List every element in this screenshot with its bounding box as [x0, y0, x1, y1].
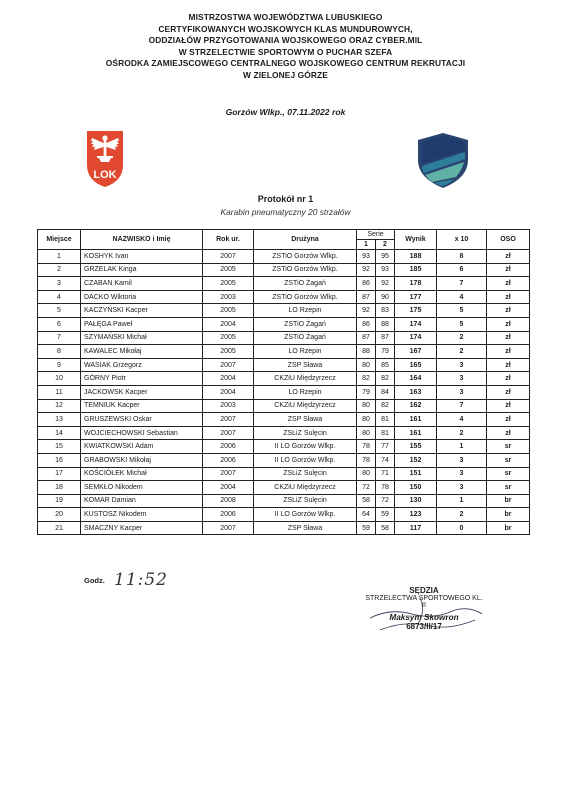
cell-result: 163 [395, 385, 437, 399]
cell-year: 2004 [203, 372, 254, 386]
cell-year: 2005 [203, 304, 254, 318]
cell-year: 2007 [203, 521, 254, 535]
table-row [38, 304, 530, 318]
cell-name: JACKOWSK Kacper [81, 385, 203, 399]
cell-name: KOŚCIÓŁEK Michał [81, 467, 203, 481]
cell-year: 2006 [203, 453, 254, 467]
cell-oso: zł [487, 263, 530, 277]
document-header [0, 12, 571, 81]
cell-result: 150 [395, 481, 437, 495]
table-header-row [38, 230, 530, 240]
table-row [38, 385, 530, 399]
cell-place: 9 [38, 358, 81, 372]
table-row [38, 440, 530, 454]
cell-x10: 3 [437, 372, 487, 386]
table-row [38, 263, 530, 277]
table-row [38, 372, 530, 386]
cell-oso: br [487, 508, 530, 522]
cell-team: LO Rzepin [254, 385, 357, 399]
time-value-handwritten: 11:52 [114, 570, 168, 590]
cell-year: 2007 [203, 358, 254, 372]
cell-team: II LO Gorzów Wlkp. [254, 453, 357, 467]
cell-team: LO Rzepin [254, 304, 357, 318]
cell-oso: zł [487, 250, 530, 264]
table-row [38, 521, 530, 535]
cell-x10: 2 [437, 426, 487, 440]
cell-oso: zł [487, 372, 530, 386]
cell-oso: sr [487, 467, 530, 481]
cell-name: KOMAR Damian [81, 494, 203, 508]
cell-place: 18 [38, 481, 81, 495]
cell-team: CKZiU Międzyrzecz [254, 399, 357, 413]
cell-place: 6 [38, 317, 81, 331]
cell-x10: 3 [437, 385, 487, 399]
header-line: MISTRZOSTWA WOJEWÓDZTWA LUBUSKIEGO [188, 12, 383, 22]
cell-result: 188 [395, 250, 437, 264]
cell-place: 3 [38, 277, 81, 291]
cell-oso: zł [487, 358, 530, 372]
cell-result: 185 [395, 263, 437, 277]
table-row [38, 317, 530, 331]
cell-x10: 6 [437, 263, 487, 277]
cell-x10: 5 [437, 304, 487, 318]
lok-logo-text: LOK [93, 169, 117, 181]
column-header-result: Wynik [395, 230, 437, 250]
cell-series-1: 87 [357, 331, 376, 345]
cell-series-2: 71 [376, 467, 395, 481]
cell-series-2: 83 [376, 304, 395, 318]
column-header-series-1: 1 [357, 240, 376, 250]
place-and-date: Gorzów Wlkp., 07.11.2022 rok [225, 107, 346, 117]
cell-series-1: 80 [357, 358, 376, 372]
column-header-place: Miejsce [38, 230, 81, 250]
cell-result: 178 [395, 277, 437, 291]
cell-team: ZSTiO Żagań [254, 317, 357, 331]
cell-series-1: 78 [357, 453, 376, 467]
cell-place: 17 [38, 467, 81, 481]
cell-series-2: 74 [376, 453, 395, 467]
cell-x10: 2 [437, 345, 487, 359]
cell-series-1: 88 [357, 345, 376, 359]
table-row [38, 467, 530, 481]
cell-x10: 0 [437, 521, 487, 535]
cell-year: 2005 [203, 331, 254, 345]
cell-oso: zł [487, 345, 530, 359]
cell-series-1: 92 [357, 304, 376, 318]
cell-team: ZSP Sława [254, 521, 357, 535]
cell-series-2: 59 [376, 508, 395, 522]
cell-oso: zł [487, 413, 530, 427]
cell-series-2: 81 [376, 413, 395, 427]
cell-x10: 3 [437, 358, 487, 372]
cell-series-2: 72 [376, 494, 395, 508]
cell-team: II LO Gorzów Wlkp. [254, 440, 357, 454]
cell-name: WASIAK Grzegorz [81, 358, 203, 372]
cell-x10: 7 [437, 399, 487, 413]
protocol-subtitle: Karabin pneumatyczny 20 strzałów [220, 207, 351, 217]
cell-place: 2 [38, 263, 81, 277]
cell-team: ZSP Sława [254, 358, 357, 372]
judge-number: 6873/II/17 [406, 622, 442, 631]
cell-team: ZSTiO Żagań [254, 331, 357, 345]
cell-team: ZSTiO Żagań [254, 277, 357, 291]
header-line: W ZIELONEJ GÓRZE [243, 69, 328, 80]
column-header-x10: x 10 [437, 230, 487, 250]
cell-year: 2007 [203, 467, 254, 481]
cell-series-2: 92 [376, 277, 395, 291]
cell-name: KUSTOSZ Nikodem [81, 508, 203, 522]
cell-x10: 2 [437, 331, 487, 345]
cell-result: 152 [395, 453, 437, 467]
table-row [38, 345, 530, 359]
cell-result: 130 [395, 494, 437, 508]
protocol-title: Protokół nr 1 [257, 194, 314, 204]
cell-year: 2005 [203, 263, 254, 277]
cell-place: 14 [38, 426, 81, 440]
cell-result: 167 [395, 345, 437, 359]
cell-year: 2008 [203, 494, 254, 508]
cell-name: KAWALEC Mikołaj [81, 345, 203, 359]
cell-team: ZSTiO Gorzów Wlkp. [254, 290, 357, 304]
cell-series-1: 64 [357, 508, 376, 522]
cell-x10: 7 [437, 277, 487, 291]
header-line: OŚRODKA ZAMIEJSCOWEGO CENTRALNEGO WOJSKOWEGO CENTRUM REKRUTACJI [105, 58, 466, 68]
cell-year: 2004 [203, 317, 254, 331]
table-row [38, 413, 530, 427]
cell-series-2: 78 [376, 481, 395, 495]
cell-year: 2007 [203, 250, 254, 264]
cell-name: GRABOWSKI Mikołaj [81, 453, 203, 467]
cell-x10: 5 [437, 317, 487, 331]
cell-name: GÓRNY Piotr [81, 372, 203, 386]
cell-oso: br [487, 521, 530, 535]
cell-place: 5 [38, 304, 81, 318]
table-row [38, 508, 530, 522]
cell-series-1: 80 [357, 399, 376, 413]
cell-year: 2007 [203, 413, 254, 427]
cell-series-1: 92 [357, 263, 376, 277]
cell-name: CZABAN Kamil [81, 277, 203, 291]
cell-year: 2007 [203, 426, 254, 440]
cell-series-2: 87 [376, 331, 395, 345]
cell-name: SMACZNY Kacper [81, 521, 203, 535]
cell-series-1: 58 [357, 494, 376, 508]
column-header-oso: OSO [487, 230, 530, 250]
cell-result: 177 [395, 290, 437, 304]
cell-result: 162 [395, 399, 437, 413]
column-header-series-2: 2 [376, 240, 395, 250]
cell-year: 2006 [203, 508, 254, 522]
cell-team: LO Rzepin [254, 345, 357, 359]
cell-team: CKZiU Międzyrzecz [254, 481, 357, 495]
cell-series-2: 95 [376, 250, 395, 264]
column-header-year: Rok ur. [203, 230, 254, 250]
cell-series-2: 85 [376, 358, 395, 372]
cell-team: ZSP Sława [254, 413, 357, 427]
cell-name: SZYMAŃSKI Michał [81, 331, 203, 345]
cell-place: 12 [38, 399, 81, 413]
cell-series-1: 87 [357, 290, 376, 304]
shield-logo [414, 130, 472, 190]
table-row [38, 399, 530, 413]
judge-subtitle: STRZELECTWA SPORTOWEGO KL. II [365, 595, 483, 609]
cell-year: 2003 [203, 399, 254, 413]
cell-name: KWIATKOWSKI Adam [81, 440, 203, 454]
cell-result: 123 [395, 508, 437, 522]
cell-series-2: 88 [376, 317, 395, 331]
cell-x10: 3 [437, 453, 487, 467]
cell-oso: zł [487, 290, 530, 304]
table-row [38, 250, 530, 264]
cell-x10: 2 [437, 508, 487, 522]
judge-stamp [364, 586, 484, 631]
cell-year: 2005 [203, 277, 254, 291]
cell-series-1: 80 [357, 467, 376, 481]
cell-series-1: 78 [357, 440, 376, 454]
cell-oso: zł [487, 385, 530, 399]
cell-series-1: 93 [357, 250, 376, 264]
cell-series-2: 58 [376, 521, 395, 535]
cell-year: 2005 [203, 345, 254, 359]
cell-result: 164 [395, 372, 437, 386]
cell-name: PAŁĘGA Paweł [81, 317, 203, 331]
cell-place: 8 [38, 345, 81, 359]
table-row [38, 494, 530, 508]
cell-year: 2006 [203, 440, 254, 454]
cell-team: ZSTiO Gorzów Wlkp. [254, 263, 357, 277]
table-row [38, 290, 530, 304]
cell-series-2: 90 [376, 290, 395, 304]
cell-result: 165 [395, 358, 437, 372]
header-line: CERTYFIKOWANYCH WOJSKOWYCH KLAS MUNDUROWYCH, [158, 23, 413, 34]
column-header-team: Drużyna [254, 230, 357, 250]
cell-result: 155 [395, 440, 437, 454]
column-header-series: Serie [357, 230, 395, 240]
cell-name: TEMNIUK Kacper [81, 399, 203, 413]
cell-series-1: 86 [357, 277, 376, 291]
cell-series-2: 77 [376, 440, 395, 454]
cell-oso: sr [487, 481, 530, 495]
column-header-name: NAZWISKO i Imię [81, 230, 203, 250]
cell-name: DACKO Wiktoria [81, 290, 203, 304]
cell-series-1: 72 [357, 481, 376, 495]
cell-team: ZSTiO Gorzów Wlkp. [254, 250, 357, 264]
table-row [38, 331, 530, 345]
cell-result: 175 [395, 304, 437, 318]
cell-result: 161 [395, 426, 437, 440]
judge-title: SĘDZIA [409, 586, 439, 595]
cell-oso: zł [487, 304, 530, 318]
cell-place: 4 [38, 290, 81, 304]
cell-series-1: 80 [357, 413, 376, 427]
cell-oso: zł [487, 317, 530, 331]
cell-year: 2004 [203, 481, 254, 495]
cell-place: 11 [38, 385, 81, 399]
cell-year: 2004 [203, 385, 254, 399]
cell-x10: 4 [437, 290, 487, 304]
table-row [38, 481, 530, 495]
cell-series-2: 79 [376, 345, 395, 359]
cell-place: 15 [38, 440, 81, 454]
header-line: W STRZELECTWIE SPORTOWYM O PUCHAR SZEFA [178, 46, 393, 57]
cell-team: ZSLiZ Sulęcin [254, 426, 357, 440]
cell-series-2: 82 [376, 372, 395, 386]
cell-oso: zł [487, 426, 530, 440]
header-line: ODDZIAŁÓW PRZYGOTOWANIA WOJSKOWEGO ORAZ CYBER.MIL [148, 35, 423, 45]
cell-team: II LO Gorzów Wlkp. [254, 508, 357, 522]
cell-name: KACZYŃSKI Kacper [81, 304, 203, 318]
cell-oso: br [487, 494, 530, 508]
cell-place: 13 [38, 413, 81, 427]
cell-x10: 4 [437, 413, 487, 427]
cell-oso: sr [487, 440, 530, 454]
cell-place: 10 [38, 372, 81, 386]
time-label: Godz. [84, 576, 105, 585]
cell-place: 19 [38, 494, 81, 508]
cell-name: KOSHYK Ivan [81, 250, 203, 264]
results-body [38, 250, 530, 535]
cell-place: 16 [38, 453, 81, 467]
cell-x10: 1 [437, 440, 487, 454]
table-row [38, 358, 530, 372]
cell-series-2: 82 [376, 399, 395, 413]
lok-logo [84, 129, 126, 189]
cell-name: WOJCIECHOWSKI Sebastian [81, 426, 203, 440]
cell-team: CKZiU Międzyrzecz [254, 372, 357, 386]
cell-name: GRZELAK Kinga [81, 263, 203, 277]
judge-name: Maksym Skowron [389, 613, 459, 622]
cell-name: SEMKŁO Nikodem [81, 481, 203, 495]
cell-team: ZSLiZ Sulęcin [254, 467, 357, 481]
table-row [38, 453, 530, 467]
cell-place: 21 [38, 521, 81, 535]
cell-year: 2003 [203, 290, 254, 304]
cell-result: 161 [395, 413, 437, 427]
cell-x10: 8 [437, 250, 487, 264]
table-row [38, 277, 530, 291]
cell-place: 1 [38, 250, 81, 264]
cell-x10: 3 [437, 481, 487, 495]
cell-oso: zł [487, 277, 530, 291]
cell-series-1: 80 [357, 426, 376, 440]
cell-oso: sr [487, 453, 530, 467]
cell-series-2: 84 [376, 385, 395, 399]
cell-result: 151 [395, 467, 437, 481]
cell-series-1: 82 [357, 372, 376, 386]
cell-x10: 1 [437, 494, 487, 508]
cell-place: 7 [38, 331, 81, 345]
cell-series-1: 86 [357, 317, 376, 331]
cell-oso: zł [487, 331, 530, 345]
cell-result: 117 [395, 521, 437, 535]
cell-series-1: 79 [357, 385, 376, 399]
cell-series-1: 59 [357, 521, 376, 535]
cell-name: GRUSZEWSKI Oskar [81, 413, 203, 427]
table-row [38, 426, 530, 440]
cell-series-2: 81 [376, 426, 395, 440]
results-table [37, 229, 530, 535]
cell-series-2: 93 [376, 263, 395, 277]
cell-oso: zł [487, 399, 530, 413]
cell-team: ZSLiZ Sulęcin [254, 494, 357, 508]
cell-place: 20 [38, 508, 81, 522]
cell-result: 174 [395, 331, 437, 345]
cell-result: 174 [395, 317, 437, 331]
cell-x10: 3 [437, 467, 487, 481]
